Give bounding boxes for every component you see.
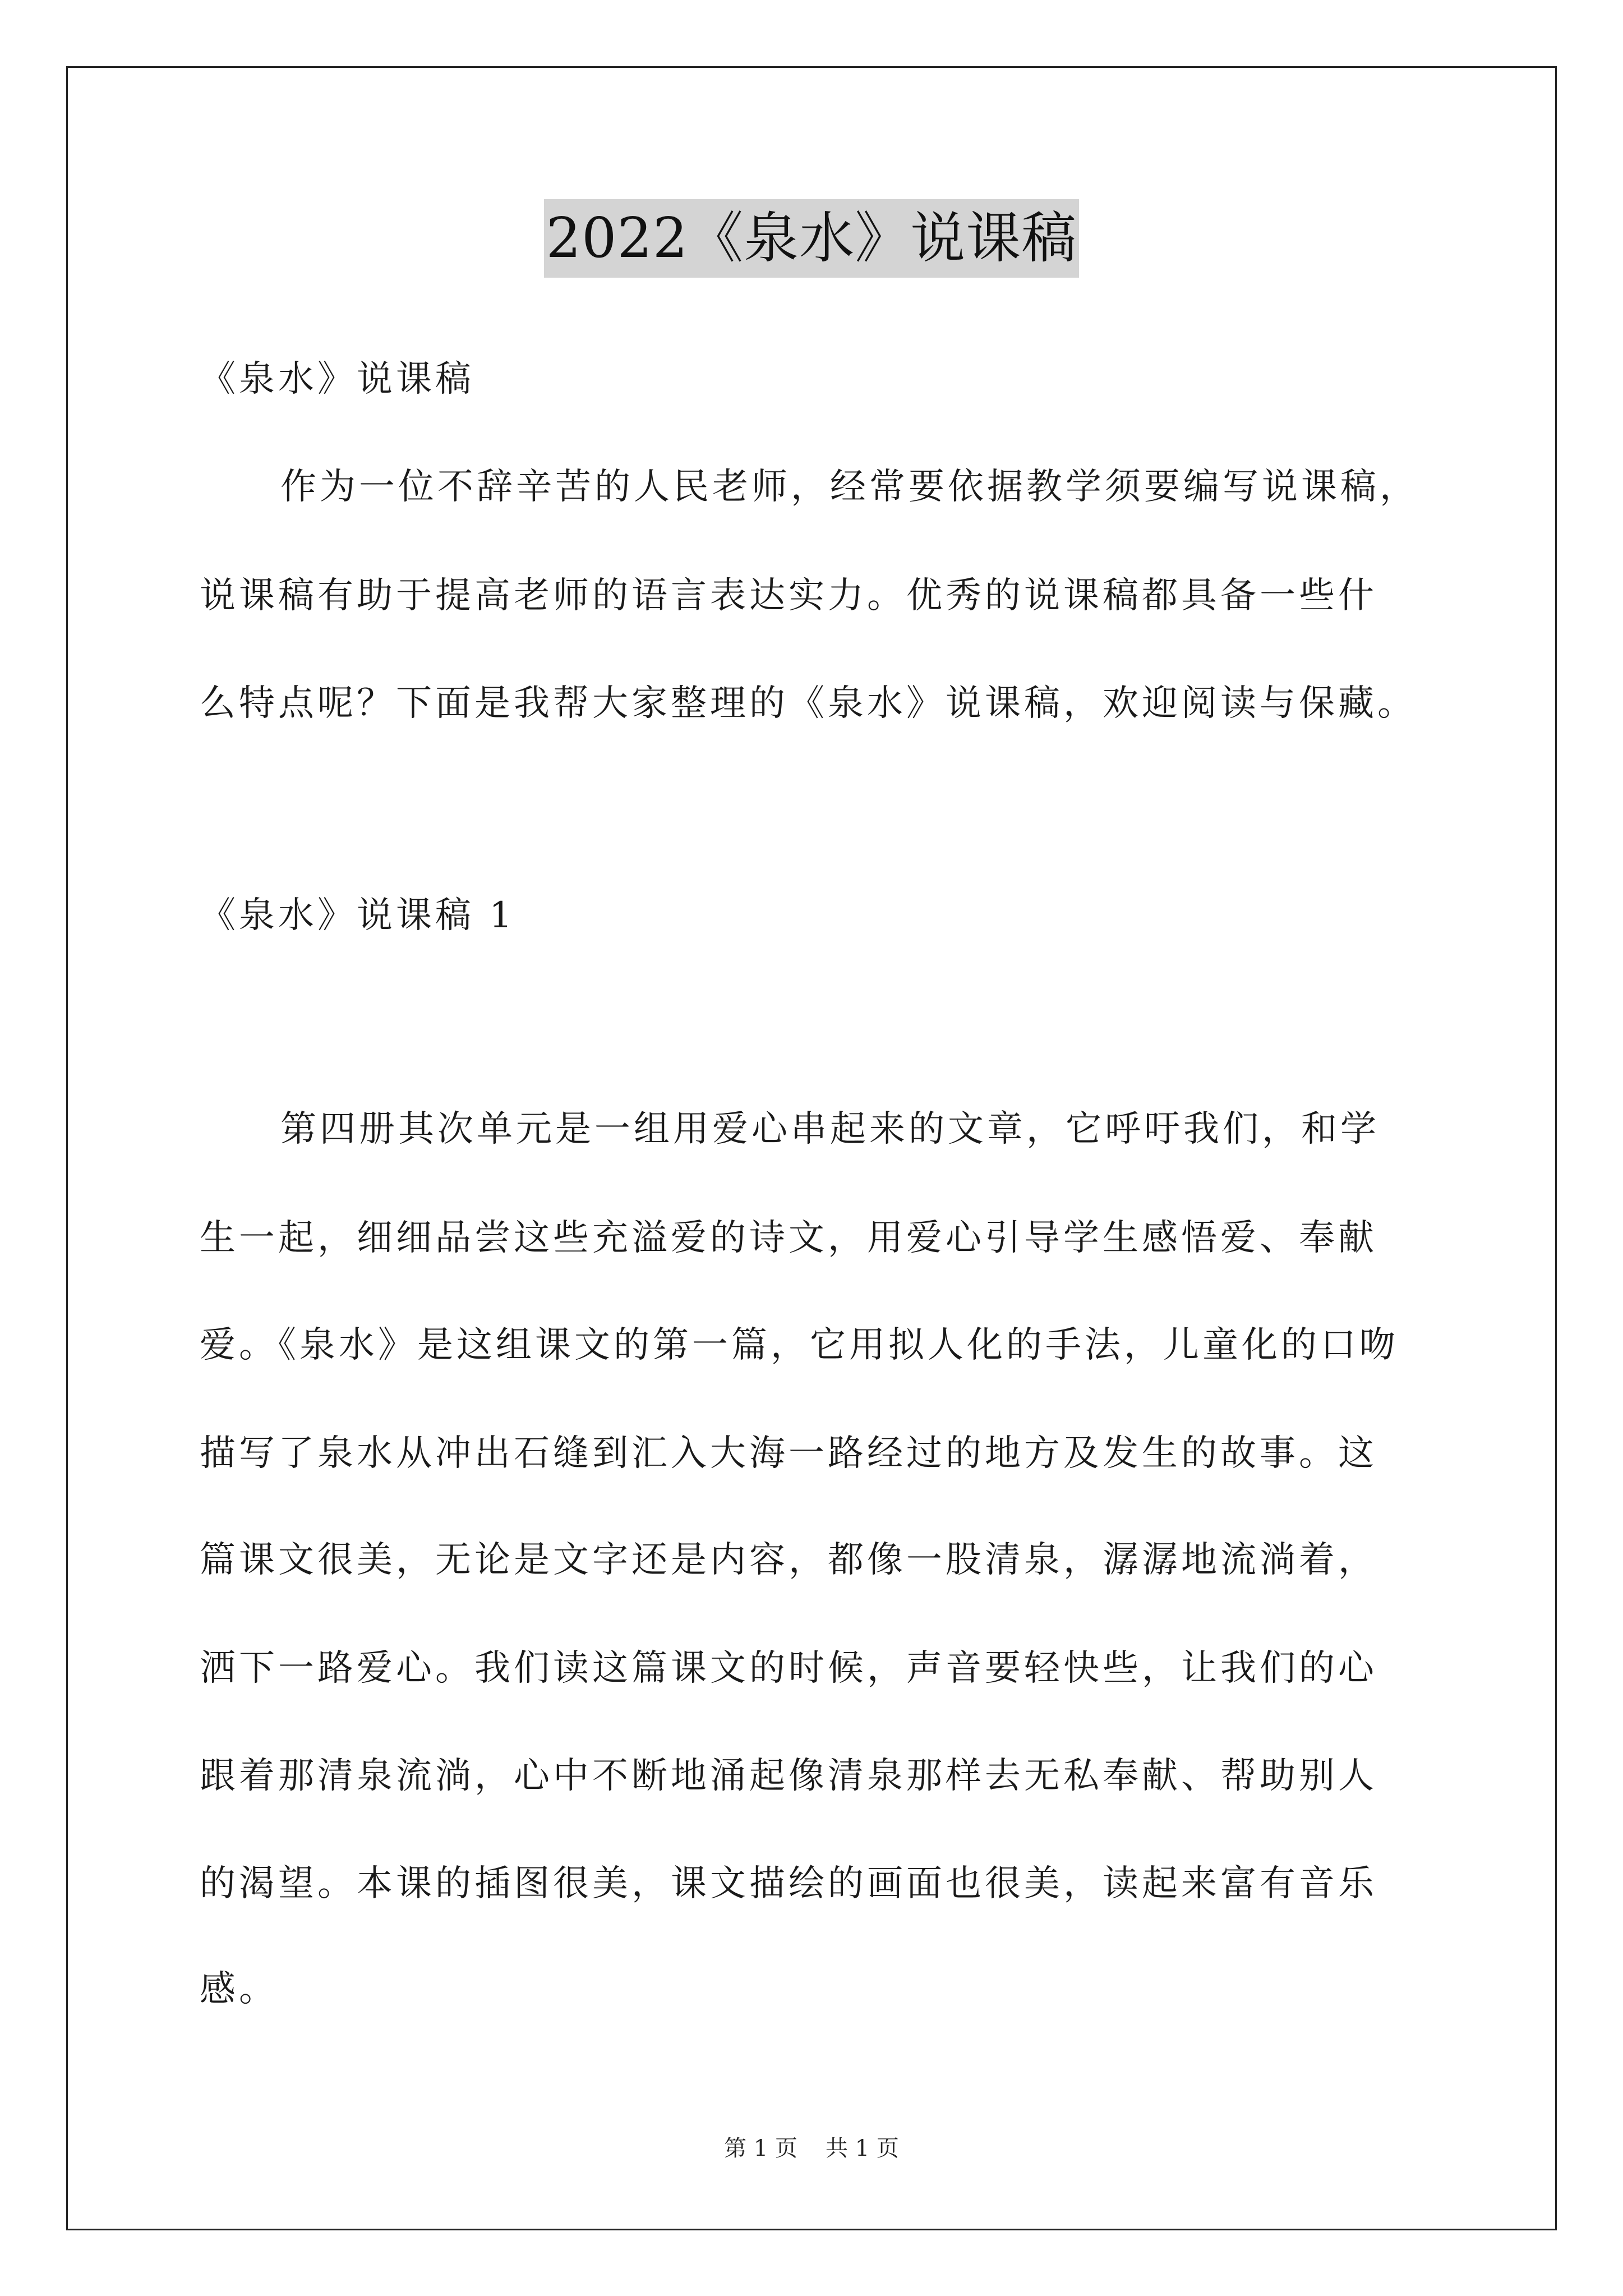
intro-line: 说课稿有助于提高老师的语言表达实力。优秀的说课稿都具备一些什 (200, 575, 1377, 616)
body-line: 生一起，细细品尝这些充溢爱的诗文，用爱心引导学生感悟爱、奉献 (200, 1217, 1377, 1259)
body-line: 感。 (200, 1968, 278, 2010)
page-total: 共 1 页 (826, 2136, 899, 2161)
section-heading: 《泉水》说课稿 1 (200, 895, 516, 936)
document-title: 2022《泉水》说课稿 (544, 199, 1079, 278)
body-line: 跟着那清泉流淌，心中不断地涌起像清泉那样去无私奉献、帮助别人 (200, 1755, 1377, 1797)
body-line: 洒下一路爱心。我们读这篇课文的时候，声音要轻快些，让我们的心 (200, 1648, 1377, 1689)
body-line: 爱。《泉水》是这组课文的第一篇，它用拟人化的手法，儿童化的口吻 (200, 1324, 1399, 1366)
body-line: 篇课文很美，无论是文字还是内容，都像一股清泉，潺潺地流淌着， (200, 1539, 1377, 1581)
body-line: 的渴望。本课的插图很美，课文描绘的画面也很美，读起来富有音乐 (200, 1863, 1377, 1904)
subtitle: 《泉水》说课稿 (200, 358, 474, 400)
intro-line: 么特点呢？下面是我帮大家整理的《泉水》说课稿，欢迎阅读与保藏。 (200, 683, 1417, 724)
body-line: 第四册其次单元是一组用爱心串起来的文章，它呼吁我们，和学 (280, 1108, 1380, 1150)
body-line: 描写了泉水从冲出石缝到汇入大海一路经过的地方及发生的故事。这 (200, 1433, 1377, 1474)
intro-line: 作为一位不辞辛苦的人民老师，经常要依据教学须要编写说课稿， (280, 466, 1419, 508)
page-footer (0, 2132, 1623, 2165)
title-container (0, 199, 1623, 278)
page-number: 第 1 页 (724, 2136, 797, 2161)
